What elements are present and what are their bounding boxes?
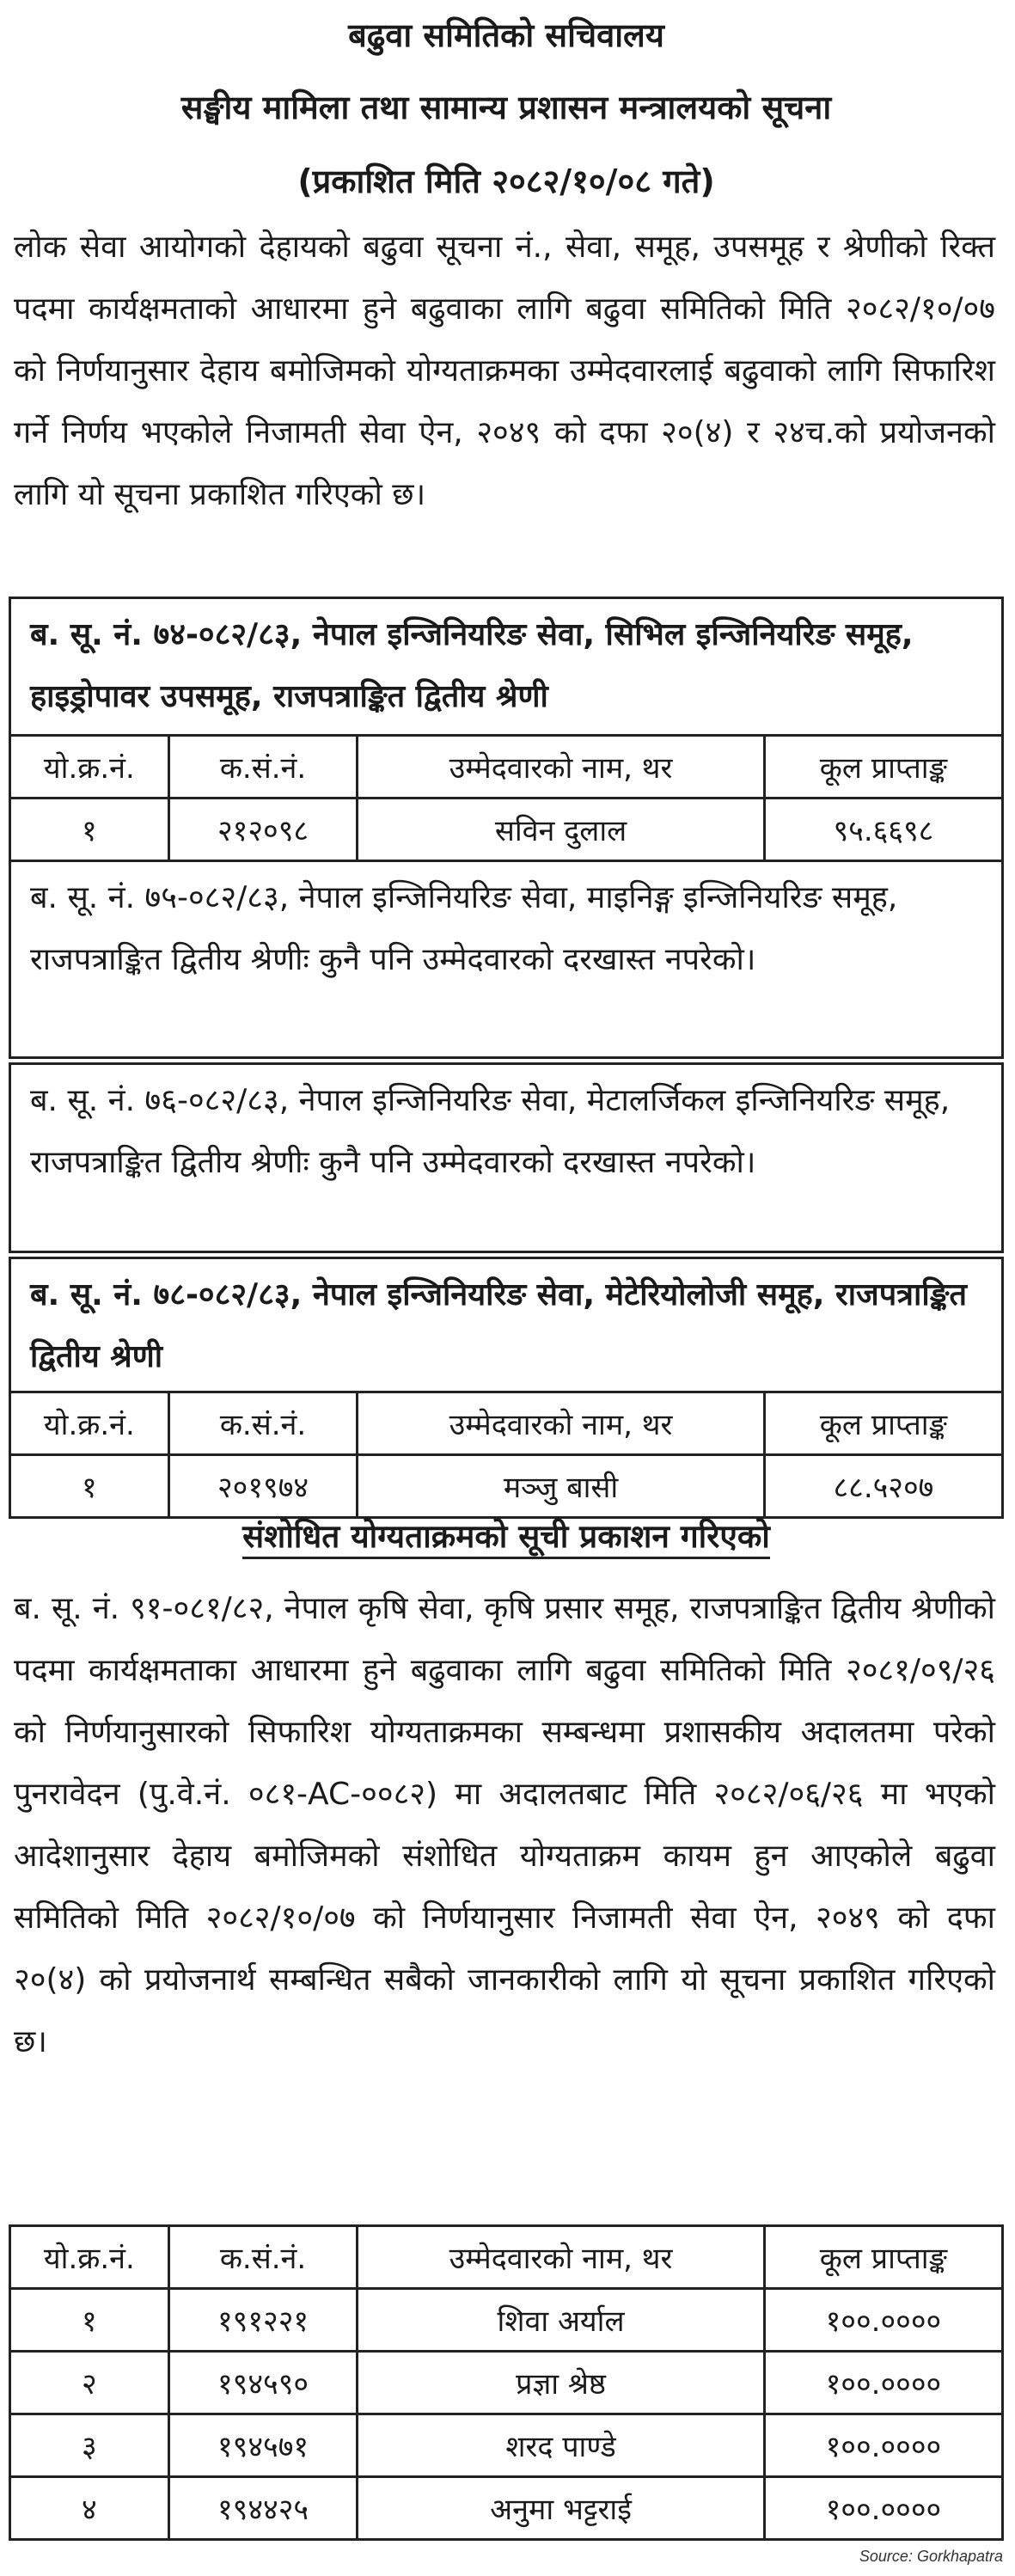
- amended-paragraph: ब. सू. नं. ९१-०८१/८२, नेपाल कृषि सेवा, कृषि प्रसार समूह, राजपत्राङ्कित द्वितीय श्रेणीको पदमा कार्यक्षमताका आधारमा हुने बढुवाका लागि बढुवा समितिको मिति २०८१/०९/२६ को निर्णयानुसारको सिफारिश योग्यताक्रमका सम्बन्धमा प्रशासकीय अदालतमा परेको पुनरावेदन (पु.वे.नं. ०८१-AC-००८२) मा अदालतबाट मिति २०८२/०६/२६ मा भएको आदेशानुसार देहाय बमोजिमको संशोधित योग्यताक्रम कायम हुन आएकोले बढुवा समितिको मिति २०८२/१०/०७ को निर्णयानुसार निजामती सेवा ऐन, २०४९ को दफा २०(४) को प्रयोजनार्थ सम्बन्धित सबैको जानकारीको लागि यो सूचना प्रकाशित गरिएको छ।: [14, 1591, 995, 2059]
- header-name: उम्मेदवारको नाम, थर: [358, 1392, 765, 1455]
- cell-serial: २: [10, 2352, 169, 2414]
- header-score: कूल प्राप्ताङ्क: [764, 1392, 1002, 1455]
- cell-name: शरद पाण्डे: [358, 2414, 765, 2477]
- cell-serial: १: [10, 798, 169, 861]
- header-symbol: क.सं.नं.: [168, 736, 357, 798]
- notice-title: बढुवा समितिको सचिवालय: [348, 16, 664, 54]
- cell-serial: १: [10, 1455, 169, 1518]
- cell-symbol: १९४५९०: [168, 2352, 357, 2414]
- notice-subtitle: सङ्घीय मामिला तथा सामान्य प्रशासन मन्त्रालयको सूचना: [180, 89, 832, 126]
- amended-heading: [9, 1513, 1004, 1557]
- cell-name: मञ्जु बासी: [358, 1455, 765, 1518]
- section-box-76: ब. सू. नं. ७६-०८२/८३, नेपाल इन्जिनियरिङ सेवा, मेटालर्जिकल इन्जिनियरिङ समूह, राजपत्राङ्कित द्वितीय श्रेणीः कुनै पनि उम्मेदवारको दरखास्त नपरेको।: [9, 1062, 1004, 1253]
- cell-serial: ४: [10, 2477, 169, 2540]
- section-box-75: ब. सू. नं. ७५-०८२/८३, नेपाल इन्जिनियरिङ सेवा, माइनिङ्ग इन्जिनियरिङ समूह, राजपत्राङ्कित द्वितीय श्रेणीः कुनै पनि उम्मेदवारको दरखास्त नपरेको।: [9, 860, 1004, 1059]
- table-row: [10, 2414, 1003, 2477]
- cell-score: १००.००००: [764, 2414, 1002, 2477]
- source-credit: Source: Gorkhapatra: [859, 2548, 1003, 2565]
- cell-score: १००.००००: [764, 2289, 1002, 2352]
- table-header-row: [10, 736, 1003, 798]
- cell-name: प्रज्ञा श्रेष्ठ: [358, 2352, 765, 2414]
- table-row: [10, 2289, 1003, 2352]
- results-table-78: [9, 1391, 1004, 1519]
- header-score: कूल प्राप्ताङ्क: [764, 736, 1002, 798]
- header-symbol: क.सं.नं.: [168, 2226, 357, 2289]
- table-header-row: [10, 2226, 1003, 2289]
- cell-symbol: २०१९७४: [168, 1455, 357, 1518]
- amended-heading-text: संशोधित योग्यताक्रमको सूची प्रकाशन गरिएको: [242, 1518, 770, 1559]
- cell-serial: १: [10, 2289, 169, 2352]
- table-row: [10, 798, 1003, 861]
- cell-score: १००.००००: [764, 2477, 1002, 2540]
- header-serial: यो.क्र.नं.: [10, 2226, 169, 2289]
- cell-symbol: १९४४२५: [168, 2477, 357, 2540]
- cell-name: शिवा अर्याल: [358, 2289, 765, 2352]
- cell-score: ९५.६६९८: [764, 798, 1002, 861]
- cell-symbol: १९४५७१: [168, 2414, 357, 2477]
- intro-paragraph: लोक सेवा आयोगको देहायको बढुवा सूचना नं., सेवा, समूह, उपसमूह र श्रेणीको रिक्त पदमा कार्यक्षमताको आधारमा हुने बढुवाका लागि बढुवा समितिको मिति २०८२/१०/०७ को निर्णयानुसार देहाय बमोजिमको योग्यताक्रमका उम्मेदवारलाई बढुवाको लागि सिफारिश गर्ने निर्णय भएकोले निजामती सेवा ऐन, २०४९ को दफा २०(४) र २४च.को प्रयोजनको लागि यो सूचना प्रकाशित गरिएको छ।: [14, 229, 995, 512]
- table-row: [10, 1455, 1003, 1518]
- results-table-74: [9, 734, 1004, 862]
- header-symbol: क.सं.नं.: [168, 1392, 357, 1455]
- cell-name: अनुमा भट्टराई: [358, 2477, 765, 2540]
- cell-score: १००.००००: [764, 2352, 1002, 2414]
- section-heading-78: ब. सू. नं. ७८-०८२/८३, नेपाल इन्जिनियरिङ सेवा, मेटेरियोलोजी समूह, राजपत्राङ्कित द्वितीय श्रेणी: [9, 1257, 1004, 1391]
- cell-name: सविन दुलाल: [358, 798, 765, 861]
- cell-serial: ३: [10, 2414, 169, 2477]
- header-name: उम्मेदवारको नाम, थर: [358, 2226, 765, 2289]
- notice-sheet: [9, 7, 1004, 2549]
- section-heading-74: ब. सू. नं. ७४-०८२/८३, नेपाल इन्जिनियरिङ सेवा, सिभिल इन्जिनियरिङ समूह, हाइड्रोपावर उपसमूह, राजपत्राङ्कित द्वितीय श्रेणी: [9, 597, 1004, 734]
- header-serial: यो.क्र.नं.: [10, 1392, 169, 1455]
- table-row: [10, 2352, 1003, 2414]
- header-serial: यो.क्र.नं.: [10, 736, 169, 798]
- table-row: [10, 2477, 1003, 2540]
- cell-symbol: १९१२२१: [168, 2289, 357, 2352]
- header-name: उम्मेदवारको नाम, थर: [358, 736, 765, 798]
- cell-symbol: २१२०९८: [168, 798, 357, 861]
- published-date: (प्रकाशित मिति २०८२/१०/०८ गते): [297, 162, 715, 200]
- amended-results-table: [9, 2224, 1004, 2541]
- cell-score: ८८.५२०७: [764, 1455, 1002, 1518]
- header-score: कूल प्राप्ताङ्क: [764, 2226, 1002, 2289]
- table-header-row: [10, 1392, 1003, 1455]
